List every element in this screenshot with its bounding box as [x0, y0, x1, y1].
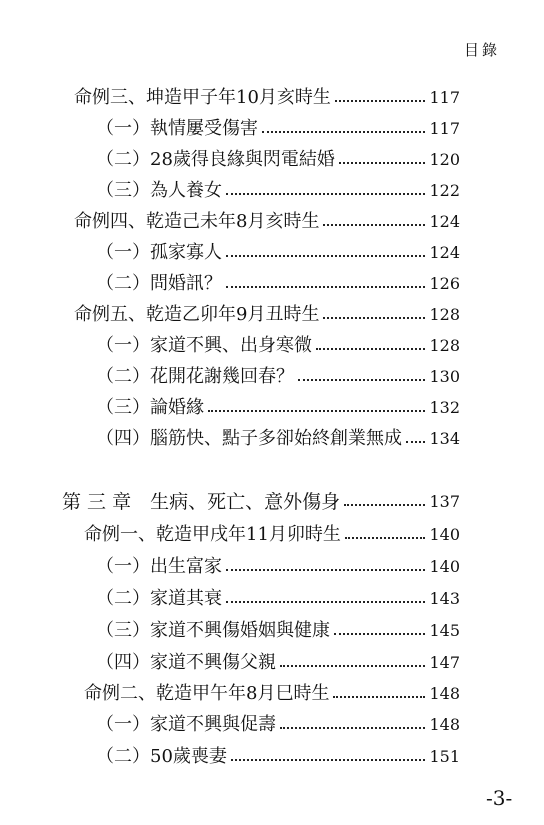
toc-entry [96, 180, 460, 202]
toc-entry [96, 652, 460, 674]
toc-entry-title: （一）執情屢受傷害 [96, 118, 258, 139]
toc-entry-title: （一）家道不興、出身寒微 [96, 335, 312, 356]
toc-entry [84, 524, 460, 546]
toc-entry-title: （一）出生富家 [96, 556, 222, 577]
toc-entry [96, 620, 460, 642]
toc-entry [74, 211, 460, 233]
toc-entry [96, 335, 460, 357]
toc-entry-title: （一）孤家寡人 [96, 242, 222, 263]
dot-leader [226, 569, 425, 571]
toc-entry-page: 117 [429, 88, 460, 107]
toc-entry-title: 命例二、乾造甲午年8月巳時生 [84, 683, 330, 704]
toc-entry-title: （一）家道不興與促壽 [96, 714, 276, 735]
toc-entry-page: 126 [429, 274, 460, 293]
dot-leader [226, 193, 425, 195]
page-number: -3- [486, 786, 513, 810]
dot-leader [406, 441, 425, 443]
running-head: 目錄 [464, 41, 501, 59]
toc-entry [74, 87, 460, 109]
toc-entry-title: （二）28歲得良緣與閃電結婚 [96, 149, 335, 170]
dot-leader [316, 348, 425, 350]
toc-entry [96, 746, 460, 768]
toc-entry-page: 147 [429, 653, 460, 672]
toc-entry-title: 命例三、坤造甲子年10月亥時生 [74, 87, 331, 108]
toc-entry-title: （二）家道其衰 [96, 588, 222, 609]
toc-entry-page: 130 [429, 367, 460, 386]
toc-entry-page: 128 [429, 305, 460, 324]
toc-entry-title: 命例一、乾造甲戌年11月卯時生 [84, 524, 341, 545]
toc-entry-page: 122 [429, 181, 460, 200]
toc-entry-title: （三）論婚緣 [96, 397, 204, 418]
toc-entry-page: 140 [429, 525, 460, 544]
toc-entry [96, 588, 460, 610]
toc-entry [96, 556, 460, 578]
toc-entry [74, 304, 460, 326]
toc-entry [96, 118, 460, 140]
toc-entry-page: 124 [429, 243, 460, 262]
toc-entry [96, 273, 460, 295]
toc-entry-title: （三）家道不興傷婚姻與健康 [96, 620, 330, 641]
dot-leader [226, 255, 425, 257]
toc-entry-title: （三）為人養女 [96, 180, 222, 201]
toc-entry [96, 428, 460, 450]
toc-entry-page: 148 [429, 715, 460, 734]
toc-entry-title: （二）花開花謝幾回春？ [96, 366, 294, 387]
dot-leader [323, 224, 425, 226]
toc-entry-title: （二）問婚訊？ [96, 273, 222, 294]
toc-entry [96, 714, 460, 736]
toc-entry-page: 145 [429, 621, 460, 640]
toc-entry-page: 128 [429, 336, 460, 355]
toc-chapter-entry [62, 491, 460, 513]
dot-leader [339, 162, 426, 164]
toc-entry-title: （四）家道不興傷父親 [96, 652, 276, 673]
toc-entry-page: 117 [429, 119, 460, 138]
dot-leader [298, 379, 425, 381]
dot-leader [345, 537, 426, 539]
toc-entry-page: 132 [429, 398, 460, 417]
toc-entry-title: （四）腦筋快、點子多卻始終創業無成 [96, 428, 402, 449]
dot-leader [262, 131, 425, 133]
dot-leader [344, 504, 425, 506]
toc-entry-title: （二）50歲喪妻 [96, 746, 227, 767]
toc-entry-page: 148 [429, 684, 460, 703]
dot-leader [323, 317, 425, 319]
toc-entry-title: 第 三 章 生病、死亡、意外傷身 [62, 491, 341, 513]
dot-leader [334, 633, 425, 635]
dot-leader [333, 696, 425, 698]
toc-entry [96, 397, 460, 419]
dot-leader [280, 727, 425, 729]
toc-entry-page: 140 [429, 557, 460, 576]
toc-entry-page: 143 [429, 589, 460, 608]
toc-entry [96, 149, 460, 171]
toc-entry-page: 151 [429, 747, 460, 766]
dot-leader [226, 601, 425, 603]
toc-entry-page: 137 [429, 492, 460, 511]
toc-entry-page: 120 [429, 150, 460, 169]
toc-entry [84, 683, 460, 705]
dot-leader [231, 759, 426, 761]
dot-leader [208, 410, 425, 412]
toc-entry-title: 命例四、乾造己未年8月亥時生 [74, 211, 320, 232]
toc-entry-page: 124 [429, 212, 460, 231]
toc-entry [96, 366, 460, 388]
dot-leader [226, 286, 425, 288]
dot-leader [280, 665, 425, 667]
toc-entry-page: 134 [429, 429, 460, 448]
toc-entry-title: 命例五、乾造乙卯年9月丑時生 [74, 304, 320, 325]
dot-leader [335, 100, 426, 102]
toc-entry [96, 242, 460, 264]
